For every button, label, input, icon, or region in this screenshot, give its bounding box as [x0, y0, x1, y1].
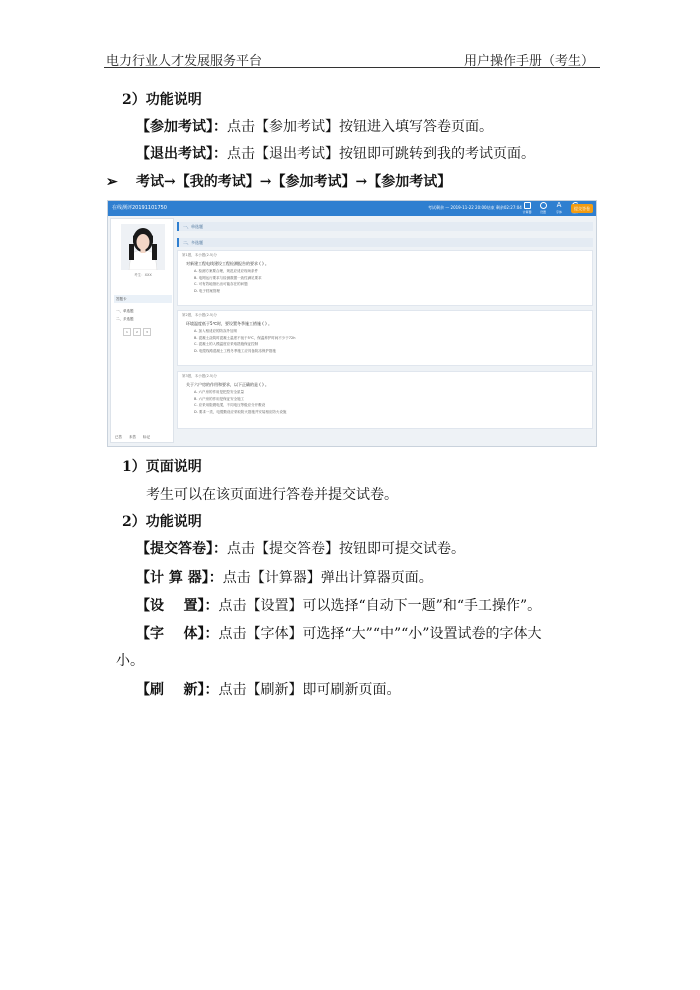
- question-option[interactable]: D. 电缆线路混凝土工程冬季施工应具备防冻保护措施: [194, 348, 276, 353]
- section-a-heading: 2）功能说明: [122, 92, 202, 108]
- answer-card-pager: [123, 328, 151, 336]
- item-text: 点击【设置】可以选择“自动下一题”和“手工操作”。: [218, 598, 542, 614]
- student-photo: [121, 224, 165, 270]
- font-label: 字体: [555, 210, 562, 214]
- question-card: [177, 310, 593, 366]
- item-text: 点击【计算器】弹出计算器页面。: [222, 570, 433, 586]
- calculator-label: 计算器: [522, 210, 532, 214]
- calculator-icon: [524, 202, 531, 209]
- item-label: 【提交答卷】：: [136, 541, 227, 557]
- bullet-icon: ➢: [106, 174, 118, 190]
- function-item-font: [136, 624, 541, 644]
- section-bar-single: 一、单选题: [177, 222, 593, 231]
- gear-icon: [540, 202, 547, 209]
- item-text: 点击【退出考试】按钮即可跳转到我的考试页面。: [227, 146, 535, 162]
- item-text: 点击【刷新】即可刷新页面。: [218, 682, 401, 698]
- settings-label: 设置: [539, 210, 546, 214]
- page-button[interactable]: 3: [143, 328, 151, 336]
- question-card: [177, 371, 593, 429]
- exam-top-bar: [108, 201, 596, 216]
- question-meta: 第3题，本小题(2.5)分: [182, 374, 218, 378]
- item-label: 【退出考试】：: [136, 146, 227, 162]
- question-option[interactable]: A. 加入相适应的防冻外加剂: [194, 329, 238, 333]
- item-text: 点击【字体】可选择“大”“中”“小”设置试卷的字体大: [218, 626, 542, 642]
- question-title: 对新建工程电线建设工程检测报告的要求 ( ) 。: [186, 261, 269, 266]
- page-button[interactable]: 2: [133, 328, 141, 336]
- section-b-text: 考生可以在该页面进行答卷并提交试卷。: [146, 487, 398, 503]
- question-option[interactable]: C. 混凝土的入模温度应采取措施保证控制: [194, 342, 259, 346]
- function-item-submit: [136, 539, 465, 559]
- question-option[interactable]: C. 可有效地指出出可能存在的问题: [194, 282, 248, 286]
- exam-page-screenshot: [107, 200, 597, 447]
- question-title: 关于六户房的作用和要求，以下正确的是 ( ) 。: [186, 382, 269, 387]
- card-section-multi[interactable]: 二、多选题: [116, 317, 134, 321]
- section-a-item-1: [136, 117, 493, 137]
- function-item-calculator: [136, 568, 433, 588]
- item-text: 点击【提交答卷】按钮即可提交试卷。: [227, 541, 465, 557]
- exam-sidebar: [110, 218, 174, 443]
- answer-card-header: 答题卡: [114, 295, 172, 303]
- question-option[interactable]: B. 电网运行要求与检测数据一致性满足要求: [194, 275, 262, 280]
- function-item-refresh: [136, 680, 401, 700]
- section-b-heading: 1）页面说明: [122, 459, 202, 475]
- settings-button[interactable]: [538, 202, 548, 214]
- question-option[interactable]: B. 六户房的作用是保证安全施工: [194, 396, 245, 401]
- function-item-settings: [136, 596, 541, 616]
- function-item-font-wrap: 小。: [116, 653, 144, 669]
- item-label: 【计 算 器】：: [136, 570, 223, 586]
- question-option[interactable]: D. 电子档案管理: [194, 288, 220, 293]
- section-c-heading: 2）功能说明: [122, 514, 202, 530]
- exam-timer: 考试剩余 — 2019-11-22 20:00结束 剩余02:27:04: [428, 205, 522, 210]
- submit-exam-button[interactable]: 提交答卷: [571, 204, 593, 213]
- question-option[interactable]: C. 应采用阻燃电缆，不同电压等级应分开敷设: [194, 403, 266, 407]
- font-button[interactable]: [554, 202, 564, 214]
- header-rule: [104, 67, 600, 68]
- question-option[interactable]: A. 检测方案要合理，规范应适应现场条件: [194, 269, 259, 273]
- item-label: 【参加考试】：: [136, 119, 227, 135]
- answer-legend: [115, 435, 150, 440]
- question-title: 环境温度低于5℃时，要设置冬季施工措施 ( ) 。: [186, 321, 272, 326]
- question-option[interactable]: A. 六户房的作用是把控安全质量: [194, 390, 245, 394]
- calculator-button[interactable]: [522, 202, 532, 214]
- item-label: 【字 体】：: [136, 626, 219, 642]
- breadcrumb-text: 考试→【我的考试】→【参加考试】→【参加考试】: [136, 174, 452, 190]
- question-meta: 第2题，本小题(2.5)分: [182, 313, 218, 317]
- student-name: 考生：XXX: [134, 273, 152, 277]
- breadcrumb: [106, 172, 451, 192]
- legend-answered: 已答: [115, 435, 122, 439]
- question-card: [177, 250, 593, 306]
- header-manual-title: 用户操作手册（考生）: [463, 54, 594, 69]
- header-platform-name: 电力行业人才发展服务平台: [106, 54, 263, 69]
- item-label: 【设 置】：: [136, 598, 219, 614]
- item-label: 【刷 新】：: [136, 682, 219, 698]
- question-meta: 第1题，本小题(2.5)分: [182, 253, 218, 257]
- legend-marked: 标记: [143, 435, 150, 439]
- item-text: 点击【参加考试】按钮进入填写答卷页面。: [227, 119, 493, 135]
- section-bar-multi: 二、多选题: [177, 238, 593, 247]
- question-option[interactable]: D. 要求一类，电缆敷设应采取防火措施并安装相应防火设施: [194, 409, 287, 414]
- card-section-single[interactable]: 一、单选题: [116, 309, 134, 313]
- section-a-item-2: [136, 144, 535, 164]
- legend-unanswered: 未答: [129, 435, 136, 439]
- question-option[interactable]: B. 混凝土浇筑时混凝土温度不低于5℃，保温养护时间不少于72h: [194, 335, 296, 340]
- exam-question-area: [177, 218, 593, 443]
- exam-title: 在线测评20191101750: [112, 205, 167, 211]
- font-icon: A: [556, 201, 562, 209]
- page-button[interactable]: 1: [123, 328, 131, 336]
